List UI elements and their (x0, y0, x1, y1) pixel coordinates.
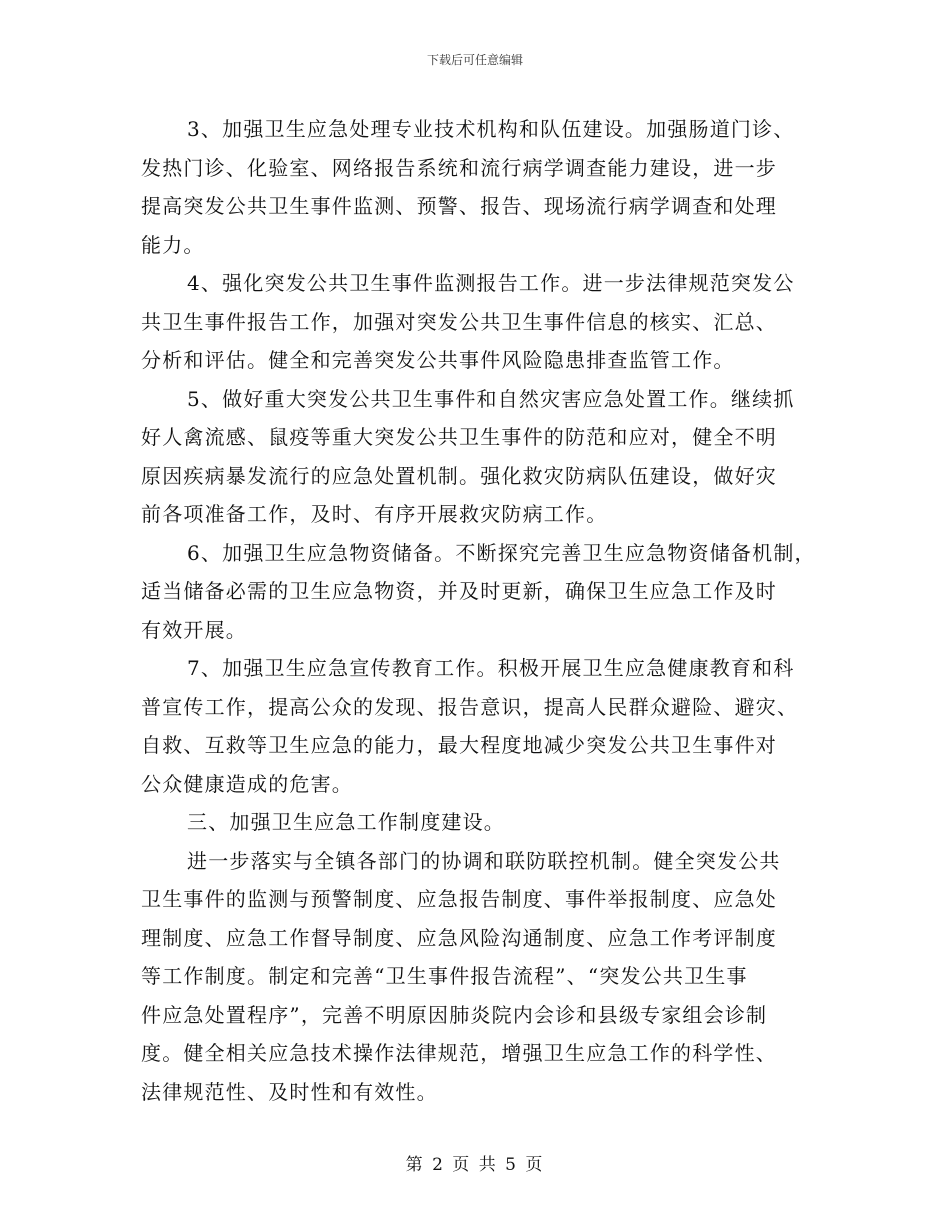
paragraph-line: 4、强化突发公共卫生事件监测报告工作。进一步法律规范突发公 (187, 271, 795, 295)
paragraph-line: 3、加强卫生应急处理专业技术机构和队伍建设。加强肠道门诊、 (187, 117, 795, 141)
paragraph-line: 公众健康造成的危害。 (141, 771, 353, 796)
paragraph-line: 度。健全相关应急技术操作法律规范，增强卫生应急工作的科学性、 (141, 1041, 777, 1065)
paragraph-line: 前各项准备工作，及时、有序开展救灾防病工作。 (141, 502, 608, 526)
document-body (141, 110, 821, 1111)
paragraph-line: 7、加强卫生应急宣传教育工作。积极开展卫生应急健康教育和科 (187, 656, 795, 680)
paragraph-line: 共卫生事件报告工作，加强对突发公共卫生事件信息的核实、汇总、 (141, 309, 777, 334)
paragraph-line: 进一步落实与全镇各部门的协调和联防联控机制。健全突发公共 (187, 848, 781, 873)
paragraph-line: 件应急处置程序”，完善不明原因肺炎院内会诊和县级专家组会诊制 (141, 1002, 768, 1027)
paragraph-line: 等工作制度。制定和完善“卫生事件报告流程”、“突发公共卫生事 (141, 964, 748, 988)
paragraph-line: 能力。 (141, 232, 205, 257)
paragraph-line: 普宣传工作，提高公众的发现、报告意识，提高人民群众避险、避灾、 (141, 694, 799, 719)
paragraph-line: 适当储备必需的卫生应急物资，并及时更新，确保卫生应急工作及时 (141, 579, 777, 603)
paragraph-item-5 (141, 380, 821, 534)
paragraph-line: 6、加强卫生应急物资储备。不断探究完善卫生应急物资储备机制， (187, 540, 816, 565)
page-header-note: 下载后可任意编辑 (426, 53, 523, 67)
paragraph-item-6 (141, 534, 821, 650)
paragraph-line: 5、做好重大突发公共卫生事件和自然灾害应急处置工作。继续抓 (187, 386, 795, 411)
paragraph-line: 有效开展。 (141, 617, 247, 642)
paragraph-line: 自救、互救等卫生应急的能力，最大程度地减少突发公共卫生事件对 (141, 733, 777, 757)
paragraph-item-7 (141, 649, 821, 803)
paragraph-line: 提高突发公共卫生事件监测、预警、报告、现场流行病学调查和处理 (141, 194, 777, 218)
paragraph-line: 法律规范性、及时性和有效性。 (141, 1079, 438, 1104)
paragraph-line: 分析和评估。健全和完善突发公共事件风险隐患排查监管工作。 (141, 348, 735, 372)
paragraph-line: 原因疾病暴发流行的应急处置机制。强化救灾防病队伍建设，做好灾 (141, 463, 777, 488)
paragraph-line: 好人禽流感、鼠疫等重大突发公共卫生事件的防范和应对，健全不明 (141, 425, 777, 449)
paragraph-line: 发热门诊、化验室、网络报告系统和流行病学调查能力建设，进一步 (141, 155, 777, 180)
paragraph-item-3 (141, 110, 821, 264)
section-heading-line: 三、加强卫生应急工作制度建设。 (187, 810, 505, 834)
paragraph-line: 理制度、应急工作督导制度、应急风险沟通制度、应急工作考评制度 (141, 925, 777, 950)
paragraph-mechanism (141, 842, 821, 1112)
paragraph-item-4 (141, 264, 821, 380)
paragraph-line: 卫生事件的监测与预警制度、应急报告制度、事件举报制度、应急处 (141, 887, 777, 911)
page-number-footer: 第 2 页 共 5 页 (405, 1155, 545, 1175)
section-heading-3 (141, 803, 821, 842)
